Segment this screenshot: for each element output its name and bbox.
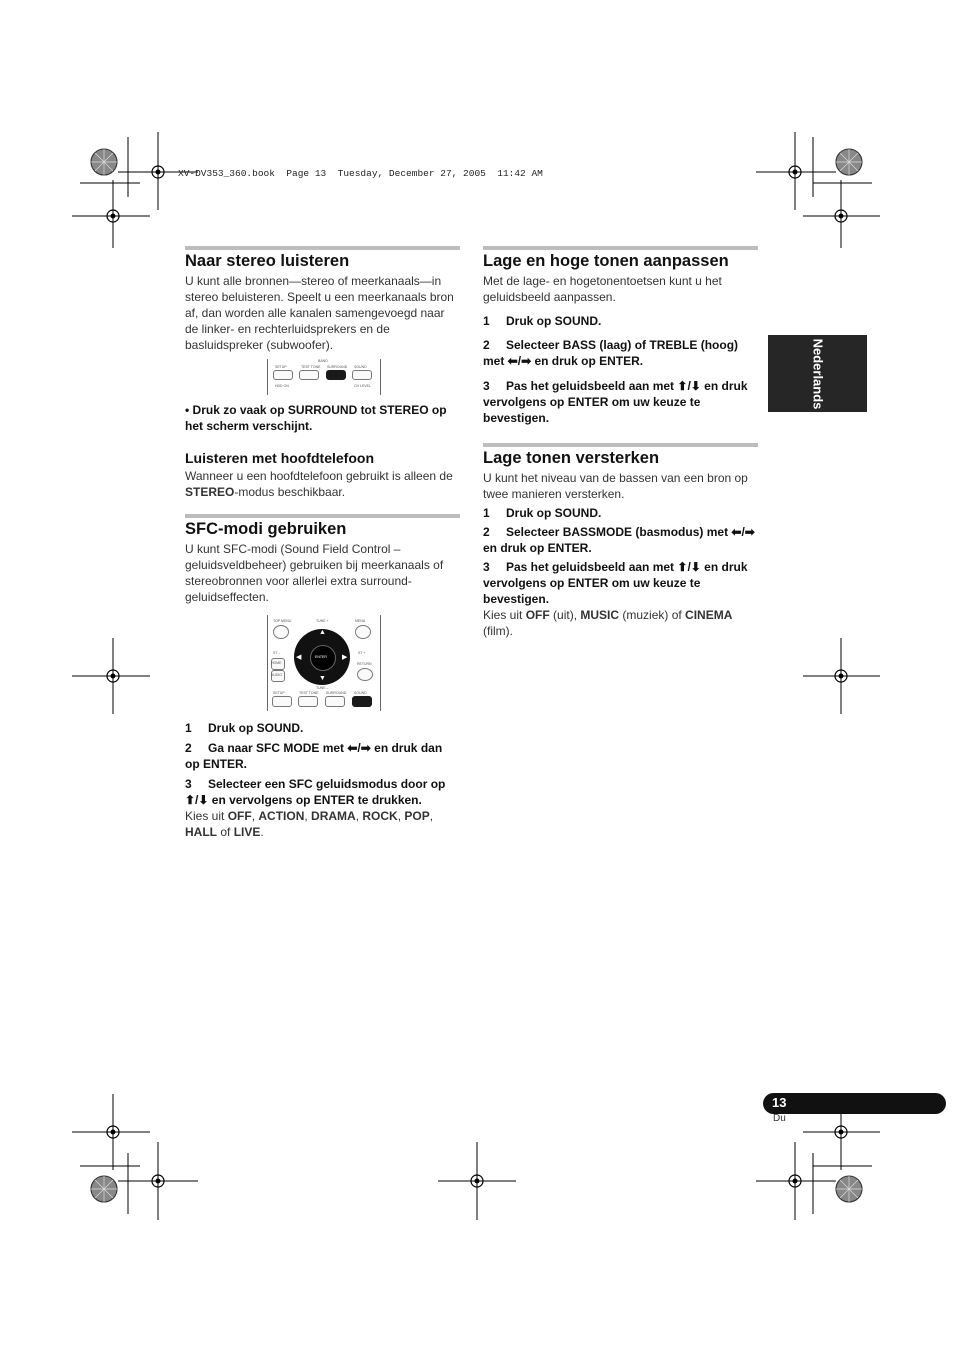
step-number: 3 [483, 379, 490, 393]
step [185, 776, 460, 808]
left-column [185, 246, 460, 840]
choice-text: (uit), [549, 608, 581, 622]
remote-surround-button [326, 370, 346, 380]
choice-text: (film). [483, 624, 513, 638]
step [483, 313, 758, 329]
choice-sep: , [397, 809, 405, 823]
step [483, 337, 758, 369]
remote-label-sound: SOUND [354, 365, 367, 369]
remote-label-testtone: TEST TONE [301, 365, 321, 369]
remote-label-chlevel: CH LEVEL [354, 384, 371, 388]
remote-surround-button-2 [325, 696, 345, 707]
step-text: Selecteer een SFC geluidsmodus door op ⬆/⬇ en vervolgens op ENTER te drukken. [185, 777, 446, 807]
step-text: Selecteer BASSMODE (basmodus) met ⬅/➡ en druk op ENTER. [483, 525, 755, 555]
headphones-text-bold: STEREO [185, 485, 235, 499]
step [185, 720, 460, 736]
right-column [483, 246, 758, 639]
headphones-body [185, 468, 460, 500]
choice-text: Kies uit [185, 809, 228, 823]
choice-sep: , [355, 809, 363, 823]
choice-sep: , [429, 809, 434, 823]
bass-boost-body: U kunt het niveau van de bassen van een bron op twee manieren versterken. [483, 471, 748, 501]
sfc-steps [185, 720, 460, 840]
step-number: 3 [483, 560, 490, 574]
choice-sep: . [260, 825, 264, 839]
step [483, 378, 758, 426]
section-title-bass-boost: Lage tonen versterken [483, 449, 660, 467]
choice-text: (muziek) of [619, 608, 686, 622]
choice-option: ACTION [258, 809, 305, 823]
step-number: 2 [185, 741, 192, 755]
step-number: 1 [483, 506, 490, 520]
step [483, 505, 758, 521]
section-rule [185, 514, 460, 518]
choice-option: ROCK [362, 809, 398, 823]
remote-label-setup: SETUP [275, 365, 287, 369]
step-text: Pas het geluidsbeeld aan met ⬆/⬇ en druk vervolgens op ENTER om uw keuze te bevestigen. [483, 379, 748, 425]
remote-arrow-down-icon: ▼ [319, 675, 326, 682]
remote-setup-button [273, 370, 293, 380]
step-number: 1 [483, 314, 490, 328]
step-text: Druk op SOUND. [506, 506, 602, 520]
step-number: 1 [185, 721, 192, 735]
remote-label-return: RETURN [357, 662, 372, 666]
choice-option: POP [404, 809, 430, 823]
choice-option: LIVE [233, 825, 261, 839]
book-header: XV-DV353_360.book Page 13 Tuesday, December 27, 2005 11:42 AM [178, 168, 543, 179]
step-number: 3 [185, 777, 192, 791]
remote-arrow-up-icon: ▲ [319, 629, 326, 636]
language-tab-label: Nederlands [810, 338, 825, 409]
remote-arrow-right-icon: ▶ [342, 654, 348, 661]
section-title-headphones: Luisteren met hoofdtelefoon [185, 450, 374, 466]
remote-label-surround-2: SURROUND [326, 691, 347, 695]
remote-sound-button [352, 370, 372, 380]
stereo-body: U kunt alle bronnen—stereo of meerkanaals—in stereo beluisteren. Speelt u een meerkanaals bron af, dan worden alle kanalen samengevoegd naar de linker- en rechterluidsprekers en de basluidspreker (subwoofer). [185, 274, 454, 352]
remote-label-hdd: HDD ON [275, 384, 289, 388]
remote-label-setup-2: SETUP [273, 691, 285, 695]
remote-label-audio: AUDIO [271, 673, 283, 677]
remote-label-st-minus: ST – [273, 651, 281, 655]
remote-label-tune-minus: TUNE – [316, 686, 329, 690]
section-rule [185, 246, 460, 250]
choice-option: OFF [525, 608, 550, 622]
remote-label-surround: SURROUND [327, 365, 348, 369]
step-text: Pas het geluidsbeeld aan met ⬆/⬇ en druk vervolgens op ENTER om uw keuze te bevestigen. [483, 560, 748, 606]
step-text: Druk op SOUND. [208, 721, 304, 735]
section-title-bass-treble: Lage en hoge tonen aanpassen [483, 252, 729, 270]
remote-return-button [357, 668, 373, 681]
step-number: 2 [483, 525, 490, 539]
section-title-stereo: Naar stereo luisteren [185, 252, 350, 270]
choice-option: HALL [185, 825, 217, 839]
headphones-text-1: Wanneer u een hoofdtelefoon gebruikt is alleen de [185, 469, 453, 483]
sfc-body: U kunt SFC-modi (Sound Field Control – geluidsveldbeheer) gebruiken bij meerkanaals of stereobronnen voor allerlei extra surround-geluidseffecten. [185, 542, 444, 604]
remote-testtone-button [299, 370, 319, 380]
remote-menu-button [355, 625, 371, 639]
stereo-bullet: • Druk zo vaak op SURROUND tot STEREO op het scherm verschijnt. [185, 403, 447, 433]
choice-sep: , [251, 809, 259, 823]
choice-option: CINEMA [685, 608, 733, 622]
remote-sound-button-2 [352, 696, 372, 707]
remote-illustration-surround [267, 359, 381, 395]
step-text: Druk op SOUND. [506, 314, 602, 328]
headphones-text-2: -modus beschikbaar. [234, 485, 346, 499]
sfc-choices [185, 808, 460, 840]
remote-label-testtone-2: TEST TONE [299, 691, 319, 695]
choice-option: MUSIC [580, 608, 620, 622]
remote-label-tune-plus: TUNE + [316, 619, 329, 623]
step-text: Ga naar SFC MODE met ⬅/➡ en druk dan op ENTER. [185, 741, 443, 771]
remote-topmenu-button [273, 625, 289, 639]
step-text: Selecteer BASS (laag) of TREBLE (hoog) met ⬅/➡ en druk op ENTER. [483, 338, 739, 368]
remote-setup-button-2 [272, 696, 292, 707]
step-number: 2 [483, 338, 490, 352]
choice-sep: , [304, 809, 312, 823]
remote-testtone-button-2 [298, 696, 318, 707]
remote-illustration-navigation [267, 615, 381, 711]
remote-label-st-plus: ST + [358, 651, 366, 655]
section-title-sfc: SFC-modi gebruiken [185, 520, 347, 538]
remote-label-enter: ENTER [315, 655, 327, 659]
bass-boost-choices [483, 607, 758, 639]
bass-treble-body: Met de lage- en hogetonentoetsen kunt u het geluidsbeeld aanpassen. [483, 274, 722, 304]
choice-option: DRAMA [311, 809, 356, 823]
page-number: 13 [772, 1095, 787, 1110]
choice-sep: of [217, 825, 234, 839]
choice-option: OFF [227, 809, 252, 823]
language-tab [768, 335, 867, 412]
remote-label-home: HOME [271, 661, 282, 665]
remote-band-label: BAND [318, 359, 328, 363]
page-number-badge [763, 1093, 946, 1114]
step [483, 524, 758, 556]
page-language-code: Du [773, 1113, 786, 1124]
remote-arrow-left-icon: ◀ [296, 654, 302, 661]
remote-label-sound-2: SOUND [354, 691, 367, 695]
remote-label-menu: MENU [355, 619, 366, 623]
section-rule [483, 246, 758, 250]
remote-label-topmenu: TOP MENU [273, 619, 292, 623]
section-rule [483, 443, 758, 447]
step [483, 559, 758, 607]
step [185, 740, 460, 772]
choice-text: Kies uit [483, 608, 526, 622]
